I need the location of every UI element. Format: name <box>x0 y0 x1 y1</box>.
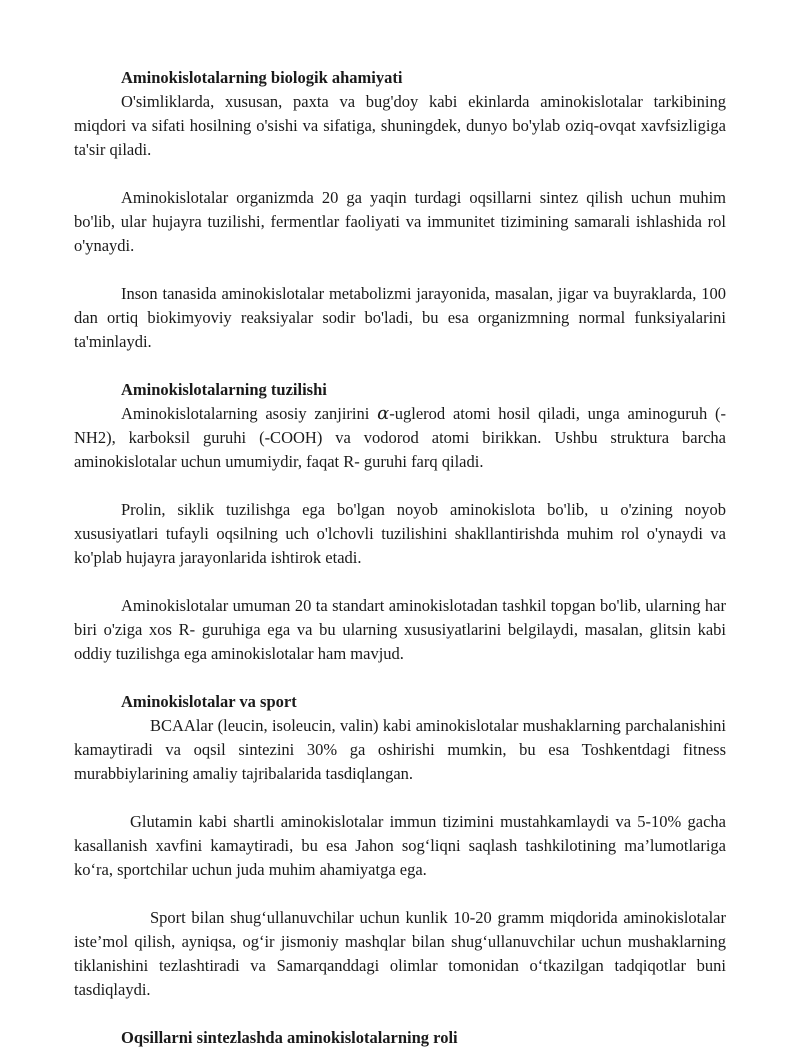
paragraph: Inson tanasida aminokislotalar metabolizmi jarayonida, masalan, jigar va buyraklarda, 100 dan ortiq biokimyoviy reaksiyalar sodir bo'ladi, bu esa organizmning normal funksiyalarini ta'minlaydi. <box>74 284 726 351</box>
paragraph: BCAAlar (leucin, isoleucin, valin) kabi aminokislotalar mushaklarning parchalanishini kamaytiradi va oqsil sintezini 30% ga oshirishi mumkin, bu esa Toshkentdagi fitness murabbiylarining amaliy tajribalarida tasdiqlangan. <box>74 716 726 783</box>
paragraph: O'simliklarda, xususan, paxta va bug'doy kabi ekinlarda aminokislotalar tarkibining miqdori va sifati hosilning o'sishi va sifatiga, shuningdek, dunyo bo'ylab oziq-ovqat xavfsizligiga ta'sir qiladi. <box>74 92 726 159</box>
alpha-symbol: α <box>377 403 390 424</box>
paragraph: Aminokislotalar umuman 20 ta standart aminokislotadan tashkil topgan bo'lib, ularning har biri o'ziga xos R- guruhiga ega va bu ularning xususiyatlarini belgilaydi, masalan, glitsin kabi oddiy tuzilishga ega aminokislotalar ham mavjud. <box>74 596 726 663</box>
document-body <box>74 66 726 1050</box>
paragraph <box>74 402 726 474</box>
section-heading: Aminokislotalarning biologik ahamiyati <box>121 68 403 87</box>
paragraph: Prolin, siklik tuzilishga ega bo'lgan noyob aminokislota bo'lib, u o'zining noyob xususiyatlari tufayli oqsilning uch o'lchovli tuzilishini shakllantirishda muhim rol o'ynaydi va ko'plab hujayra jarayonlarida ishtirok etadi. <box>74 500 726 567</box>
paragraph-text: Aminokislotalarning asosiy zanjirini <box>121 404 378 423</box>
paragraph-text: -uglerod atomi hosil qiladi, unga aminoguruh (-NH2), karboksil guruhi (-COOH) va vodorod atomi birikkan. Ushbu struktura barcha aminokislotalar uchun umumiydir, faqat R- guruhi farq qiladi. <box>74 404 726 471</box>
paragraph: Aminokislotalar organizmda 20 ga yaqin turdagi oqsillarni sintez qilish uchun muhim bo'lib, ular hujayra tuzilishi, fermentlar faoliyati va immunitet tizimining samarali ishlashida rol o'ynaydi. <box>74 188 726 255</box>
section-heading: Aminokislotalar va sport <box>121 692 297 711</box>
section-heading: Aminokislotalarning tuzilishi <box>121 380 327 399</box>
paragraph: Sport bilan shug‘ullanuvchilar uchun kunlik 10-20 gramm miqdorida aminokislotalar iste’mol qilish, ayniqsa, og‘ir jismoniy mashqlar bilan shug‘ullanuvchilar uchun mushaklarning tiklanishini tezlashtiradi va Samarqanddagi olimlar tomonidan o‘tkazilgan tadqiqotlar buni tasdiqlaydi. <box>74 908 726 999</box>
paragraph: Glutamin kabi shartli aminokislotalar immun tizimini mustahkamlaydi va 5-10% gacha kasallanish xavfini kamaytiradi, bu esa Jahon sog‘liqni saqlash tashkilotining ma’lumotlariga ko‘ra, sportchilar uchun juda muhim ahamiyatga ega. <box>74 812 726 879</box>
section-heading: Oqsillarni sintezlashda aminokislotalarning roli <box>121 1028 458 1047</box>
